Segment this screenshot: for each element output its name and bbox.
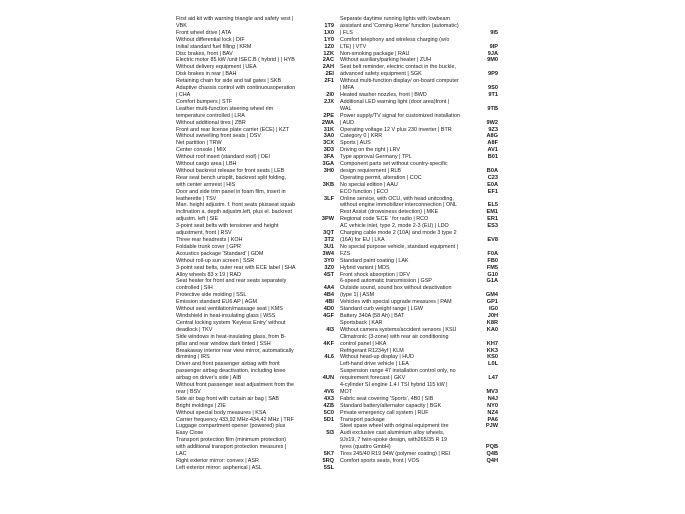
option-row xyxy=(176,334,334,348)
option-description: Heated washer nozzles, front | BWD xyxy=(340,91,427,98)
option-row xyxy=(176,106,334,120)
option-row xyxy=(176,161,334,168)
option-row xyxy=(176,99,334,106)
option-row xyxy=(340,361,498,368)
option-code: G10 xyxy=(487,271,498,278)
option-row xyxy=(176,458,334,465)
option-row xyxy=(176,189,334,203)
option-description: Driving on the right | LRV xyxy=(340,147,401,154)
option-code: 9I5 xyxy=(490,29,498,36)
option-code: 4L6 xyxy=(324,354,334,361)
option-code: 3KB xyxy=(322,181,334,188)
option-description: Charging cable mode 2 (10A) and mode 3 type 2 (16A) for EU | LKA xyxy=(340,230,457,243)
option-code: NY0 xyxy=(487,402,498,409)
option-row xyxy=(340,403,498,410)
option-description: Component parts set without country-specific design requirement | RLB xyxy=(340,161,448,174)
option-row xyxy=(340,423,498,430)
option-row xyxy=(176,85,334,99)
option-description: Online service, with OCU, with head unitcoding, without engine immobilizer interconnection | ONL xyxy=(340,195,458,209)
option-code: 4UN xyxy=(322,375,334,382)
option-row xyxy=(340,78,498,92)
option-code: 1ZK xyxy=(323,50,334,57)
option-description: Without roof insert (standard roof) | DEI xyxy=(176,154,270,161)
option-code: 5C0 xyxy=(323,409,334,416)
option-description: Comfort sports seats, front | VOS xyxy=(340,458,420,464)
option-row xyxy=(176,120,334,127)
option-row xyxy=(340,430,498,451)
option-code: KS0 xyxy=(487,354,498,361)
option-code: IG0 xyxy=(488,306,498,313)
option-description: Electric motor 85 kW /unit ISEC.B ( hybrid ) | HYB xyxy=(176,57,295,64)
option-code: PQB xyxy=(485,444,498,451)
option-description: Battery 340A (58 Ah) | BAT xyxy=(340,312,405,319)
option-row xyxy=(340,147,498,154)
option-row xyxy=(176,16,334,30)
option-code: PA6 xyxy=(487,416,498,423)
option-row xyxy=(340,313,498,320)
option-description: Operating permit, alteration | COC xyxy=(340,174,422,181)
option-row xyxy=(340,16,498,37)
option-row xyxy=(340,196,498,210)
option-row xyxy=(176,382,334,396)
option-description: Non-smoking package | RAU xyxy=(340,50,410,57)
option-code: 9P9 xyxy=(488,71,498,78)
option-description: Net partition | TRW xyxy=(176,140,222,147)
option-description: Regional code 'ECE ' for radio | RCO xyxy=(340,216,429,223)
option-description: Door and side trim panel in foam film, insert in leatherette | TSV xyxy=(176,188,286,202)
option-row xyxy=(176,403,334,410)
option-code: EV8 xyxy=(487,237,498,243)
option-row xyxy=(340,37,498,51)
option-code: 2WA xyxy=(321,119,334,126)
option-code: B0A xyxy=(486,167,498,174)
option-code: Q4B xyxy=(486,451,498,458)
option-description: Hybrid variant | MDS xyxy=(340,264,390,271)
option-description: Without roll-up sun screen | SSR xyxy=(176,257,255,264)
option-description: Without multi-function display/ on-board computer | MFA xyxy=(340,78,459,92)
option-code: C23 xyxy=(487,174,498,181)
option-description: Additional LED warning light (door area)front | WAL xyxy=(340,98,450,112)
option-description: 4-cylinder SI engine 1.4 l TSI hybrid 115 kW | MOT xyxy=(340,382,448,395)
option-row xyxy=(176,410,334,417)
option-code: 5SL xyxy=(323,464,334,471)
option-row xyxy=(176,168,334,175)
option-description: Without cargo area | LBH xyxy=(176,161,237,168)
option-description: Adaptive chassis control with continuousoperation | CHA xyxy=(176,85,296,98)
option-row xyxy=(176,78,334,85)
option-code: 1X0 xyxy=(324,29,334,36)
option-description: Without seat ventilation/massage seat | KMS xyxy=(176,306,283,313)
option-row xyxy=(340,265,498,272)
option-row xyxy=(176,223,334,237)
option-description: Rest Assist (drowsiness detection) | MKE xyxy=(340,209,439,216)
option-row xyxy=(340,417,498,424)
option-description: Driver and front passenger airbag with front passenger airbag deactivation, including knee airbag on driver's side | AIB xyxy=(176,361,286,382)
option-description: Protective side molding | SSL xyxy=(176,292,247,299)
option-description: Outside sound, sound box without deactivation (type 1) | ASM xyxy=(340,285,452,299)
option-description: No special purpose vehicle, standard equipment | FZS xyxy=(340,243,458,257)
option-code: 4BI xyxy=(325,299,334,306)
option-description: Alloy wheels 83 x 19 | RAD xyxy=(176,271,241,278)
option-description: Without front passenger seat adjustment from the rear | BSV xyxy=(176,382,295,395)
option-code: N4J xyxy=(487,395,498,402)
option-code: 9M0 xyxy=(487,57,498,64)
option-row xyxy=(176,51,334,58)
option-description: Seat heater for front and rear seats separately controlled | SIH xyxy=(176,278,287,292)
option-row xyxy=(176,71,334,78)
option-code: MV3 xyxy=(486,388,498,395)
option-row xyxy=(176,292,334,299)
option-description: Sports | AUS xyxy=(340,140,371,147)
option-description: Vehicles with special upgrade measures | PAM xyxy=(340,299,452,306)
option-code: 4I3 xyxy=(326,326,334,333)
option-description: Center console | MIX xyxy=(176,147,227,154)
option-code: GP1 xyxy=(486,299,498,306)
option-description: Luggage compartment opener (powered) plus Easy Close xyxy=(176,423,286,437)
option-code: A8F xyxy=(487,140,498,147)
option-code: 2AH xyxy=(322,64,334,71)
option-description: Audi exclusive cast aluminium alloy wheels, 9Jx19, 7 twin-spoke design, with265/35 R 19 tyres (quattro GmbH) xyxy=(340,430,447,451)
option-description: Front shock absorption | DFV xyxy=(340,271,411,278)
option-description: ECO function | ECO xyxy=(340,188,389,195)
option-row xyxy=(340,189,498,196)
option-description: Bright moldings | ZIE xyxy=(176,402,226,409)
option-row xyxy=(176,127,334,134)
option-code: FM5 xyxy=(486,264,498,271)
option-code: 4D0 xyxy=(323,306,334,313)
option-row xyxy=(340,368,498,382)
option-code: L0L xyxy=(488,361,498,368)
option-list-right xyxy=(340,16,498,465)
option-description: Rear seat bench unsplit, backrest split folding, with center armrest | HIS xyxy=(176,174,286,188)
option-description: Side windows in heat-insulating glass, from B-pillar and rear window dark tinted | SSH xyxy=(176,333,286,347)
option-description: Man. height adjustm. f. front seats plusseat squab inclination a. depth adjustm.left, plus el. backrest adjustm. left | SIE xyxy=(176,202,295,223)
option-list-left xyxy=(176,16,334,472)
option-description: Central locking system 'Keyless Entry' without deadlock | TKV xyxy=(176,319,286,333)
option-description: Separate daytime running lights with lowbeam assistant and 'Coming Home' function (automatic) | FLS xyxy=(340,16,459,36)
option-row xyxy=(176,320,334,334)
option-row xyxy=(340,161,498,175)
option-code: 9JA xyxy=(487,50,498,57)
option-code: FB0 xyxy=(487,257,498,264)
option-code: 1Y0 xyxy=(324,36,334,43)
option-code: 4ZB xyxy=(323,402,334,409)
option-description: Foldable trunk cover | GPR xyxy=(176,243,241,250)
option-description: Retaining chain for side and tail gates | SKB xyxy=(176,78,282,85)
option-code: 3LF xyxy=(324,195,334,202)
option-code: 4KF xyxy=(323,340,334,347)
option-description: Without camera systems/accident sensors | KSU xyxy=(340,326,457,333)
option-code: EF1 xyxy=(487,188,498,195)
option-code: B01 xyxy=(487,154,498,161)
option-code: F0A xyxy=(487,250,498,257)
option-code: 3H0 xyxy=(323,167,334,174)
option-row xyxy=(176,361,334,382)
option-row xyxy=(340,92,498,99)
option-code: 9W2 xyxy=(486,119,498,126)
option-description: Three rear headrests | KOH xyxy=(176,237,243,243)
option-description: Comfort telephony and wireless charging (w/o LTE) | VTV xyxy=(340,36,450,50)
option-row xyxy=(176,272,334,279)
option-row xyxy=(340,348,498,355)
option-code: G1A xyxy=(486,278,498,285)
option-row xyxy=(340,451,498,458)
option-row xyxy=(176,306,334,313)
option-row xyxy=(340,64,498,78)
option-code: ES3 xyxy=(487,223,498,230)
option-description: 6-speed automatic transmission | GSP xyxy=(340,278,432,285)
option-code: A8G xyxy=(486,133,498,140)
option-code: NZ4 xyxy=(487,409,498,416)
option-row xyxy=(340,51,498,58)
option-code: 3FA xyxy=(323,154,334,161)
option-description: Comfort bumpers | STF xyxy=(176,98,233,105)
option-description: Suspension range 47 installation control only, no requirement forecast | GKV xyxy=(340,368,456,382)
option-description: Type approval Germany | TPL xyxy=(340,154,412,161)
option-code: 5RQ xyxy=(322,458,334,464)
option-row xyxy=(340,458,498,465)
option-code: ER1 xyxy=(487,216,498,223)
option-description: Without additional tires | ZBR xyxy=(176,119,246,126)
option-row xyxy=(340,113,498,127)
option-code: K8R xyxy=(486,319,498,326)
option-row xyxy=(340,140,498,147)
option-row xyxy=(340,382,498,396)
option-code: KA0 xyxy=(486,326,498,333)
option-code: KH7 xyxy=(486,340,498,347)
option-code: 2EI xyxy=(325,71,334,78)
option-description: Disc brakes, front | BAV xyxy=(176,50,233,57)
option-row xyxy=(176,140,334,147)
option-description: Left-hand drive vehicle | LEA xyxy=(340,361,409,368)
option-row xyxy=(340,285,498,299)
option-row xyxy=(340,182,498,189)
option-description: Without swivelling front seats | DSV xyxy=(176,133,261,140)
option-code: KK3 xyxy=(486,347,498,354)
option-code: PJW xyxy=(485,423,498,430)
option-description: Tires 245/40 R19 94W (polymer coating) | REI xyxy=(340,451,451,458)
option-code: L47 xyxy=(488,375,498,382)
option-description: Without delivery equipment | UEA xyxy=(176,64,257,71)
option-description: Emission standard EU6 AP | AGM xyxy=(176,299,257,306)
option-description: Initial standard fuel filling | KRM xyxy=(176,43,252,50)
option-row xyxy=(176,147,334,154)
option-code: AV1 xyxy=(487,147,498,154)
option-description: Category 0 | KRR xyxy=(340,133,383,140)
option-row xyxy=(340,223,498,230)
option-row xyxy=(176,244,334,251)
option-description: Windshield in heat-insulating glass | WSS xyxy=(176,312,276,319)
option-code: 3GA xyxy=(322,161,334,168)
option-row xyxy=(340,175,498,182)
option-code: 1Z0 xyxy=(324,43,334,50)
option-row xyxy=(176,154,334,161)
option-description: Standard battery/alternator capacity | BGK xyxy=(340,402,442,409)
option-description: Climatronic (3-zone) with rear air conditioning control panel | HKA xyxy=(340,333,449,347)
option-description: Steel spare wheel with original equipment tire xyxy=(340,423,449,430)
option-code: J0H xyxy=(487,312,498,319)
option-description: Leather multi-function steering wheel rim temperature controlled | LRA xyxy=(176,105,274,119)
option-code: 4B4 xyxy=(323,292,334,299)
option-code: 2AC xyxy=(322,57,334,64)
option-code: 9TB xyxy=(487,105,498,112)
option-description: Standard paint coating | LAK xyxy=(340,257,409,264)
option-row xyxy=(176,44,334,51)
option-row xyxy=(340,209,498,216)
option-description: Transport protection film (minimum protection) with additional transport protection measures | LAC xyxy=(176,437,287,458)
option-code: 9IP xyxy=(489,43,498,50)
option-row xyxy=(176,258,334,265)
option-row xyxy=(340,244,498,258)
option-description: Carrier frequency 433,92 MHz-434,42 MHz | TRF xyxy=(176,416,294,423)
option-row xyxy=(176,237,334,244)
option-code: 5I3 xyxy=(326,430,334,437)
option-row xyxy=(340,230,498,244)
option-description: Without special body measures | KSA xyxy=(176,409,267,416)
option-row xyxy=(176,423,334,437)
option-row xyxy=(340,127,498,134)
option-row xyxy=(340,278,498,285)
option-row xyxy=(340,99,498,113)
option-description: No special edition | AAU xyxy=(340,181,398,188)
option-description: Sportsback | KAR xyxy=(340,319,383,326)
option-code: EM1 xyxy=(486,209,498,216)
option-code: 3A0 xyxy=(323,133,334,140)
option-row xyxy=(176,37,334,44)
option-code: 9Z3 xyxy=(488,126,498,133)
option-row xyxy=(340,410,498,417)
option-row xyxy=(176,175,334,189)
option-code: 31K xyxy=(323,126,334,133)
option-description: First aid kit with warning triangle and safety vest | VBK xyxy=(176,16,294,29)
option-row xyxy=(340,154,498,161)
option-code: 4X3 xyxy=(324,395,334,402)
option-description: Fabric seat covering 'Sports', 4B0 | SIB xyxy=(340,395,434,402)
option-code: 2JX xyxy=(324,98,334,105)
option-code: GM4 xyxy=(485,292,498,299)
option-row xyxy=(176,417,334,424)
option-row xyxy=(176,278,334,292)
option-description: Refrigerant R1234yf | KLM xyxy=(340,347,404,354)
option-description: Front wheel drive | ATA xyxy=(176,29,232,36)
option-description: Without auxiliary/parking heater | ZUH xyxy=(340,57,431,64)
option-description: Front and rear license plate carrier (ECE) | KZT xyxy=(176,126,290,133)
option-code: EL5 xyxy=(487,202,498,209)
option-description: 3-point seat belts, outer rear with ECE label | SHA xyxy=(176,264,296,271)
option-description: 3-point seat belts with tensioner and height adjustment, front | RSV xyxy=(176,223,279,237)
option-code: 4GF xyxy=(323,312,334,319)
option-code: Q4H xyxy=(486,458,498,464)
option-code: 4V6 xyxy=(324,388,334,395)
option-description: Seat belt reminder, electric contact in the buckle, advanced safety equipment | SGK xyxy=(340,64,456,78)
option-description: Transport package xyxy=(340,416,385,423)
option-row xyxy=(176,133,334,140)
option-row xyxy=(176,348,334,362)
option-description: Acoustics package 'Standard' | GDM xyxy=(176,250,264,257)
option-row xyxy=(340,258,498,265)
option-row xyxy=(340,216,498,223)
option-row xyxy=(340,306,498,313)
option-code: 3U1 xyxy=(323,243,334,250)
option-row xyxy=(340,133,498,140)
option-code: 3T2 xyxy=(324,237,334,243)
option-description: Without backrest release for front seats | LEB xyxy=(176,167,285,174)
option-code: 3W4 xyxy=(322,250,334,257)
option-row xyxy=(340,327,498,334)
option-description: Without differential lock | DIF xyxy=(176,36,245,43)
option-description: Side air bag front with curtain air bag | SAB xyxy=(176,395,279,402)
option-description: Left exterior mirror: aspherical | ASL xyxy=(176,464,262,471)
option-row xyxy=(340,334,498,348)
option-row xyxy=(176,437,334,458)
option-code: 4A4 xyxy=(323,285,334,292)
option-description: AC vehicle inlet, type 2, mode 2-3 (EU) | LDO xyxy=(340,223,449,230)
option-row xyxy=(176,299,334,306)
option-code: 3PW xyxy=(321,216,334,223)
option-code: 3Z0 xyxy=(324,264,334,271)
option-row xyxy=(340,354,498,361)
option-code: 9S0 xyxy=(488,85,498,92)
option-code: 2I0 xyxy=(326,91,334,98)
option-row xyxy=(340,320,498,327)
option-row xyxy=(176,251,334,258)
option-row xyxy=(176,202,334,223)
option-row xyxy=(176,64,334,71)
option-row xyxy=(176,396,334,403)
option-description: Disk brakes in rear | BAH xyxy=(176,71,237,78)
option-code: 1T9 xyxy=(324,22,334,29)
option-code: 9T1 xyxy=(488,91,498,98)
option-code: 3Y0 xyxy=(324,257,334,264)
option-row xyxy=(340,272,498,279)
option-code: 3D3 xyxy=(323,147,334,154)
option-row xyxy=(176,30,334,37)
option-code: 5D1 xyxy=(323,416,334,423)
option-description: Right exterior mirror: convex | ASR xyxy=(176,458,259,464)
option-row xyxy=(176,313,334,320)
option-code: 4ST xyxy=(323,271,334,278)
option-description: Without head-up display | HUD xyxy=(340,354,414,361)
option-row xyxy=(176,57,334,64)
option-code: 2F1 xyxy=(324,78,334,85)
option-row xyxy=(340,57,498,64)
option-description: Power supply/TV signal for customized installation | AUD xyxy=(340,112,460,126)
option-code: E0A xyxy=(487,181,498,188)
option-description: Standard curb weight range | LGW xyxy=(340,306,423,313)
option-code: 3QT xyxy=(323,230,334,237)
option-row xyxy=(340,396,498,403)
option-code: 2PE xyxy=(323,112,334,119)
option-row xyxy=(340,299,498,306)
option-code: 5K7 xyxy=(323,451,334,458)
option-description: Private emergency call system | RUF xyxy=(340,409,429,416)
option-description: Operating voltage 12 V plus 230 inverter | BTR xyxy=(340,126,452,133)
option-code: 3CX xyxy=(323,140,334,147)
option-description: Breakaway interior rear view mirror, automatically dimming | IRS xyxy=(176,347,294,361)
option-row xyxy=(176,265,334,272)
option-row xyxy=(176,465,334,472)
